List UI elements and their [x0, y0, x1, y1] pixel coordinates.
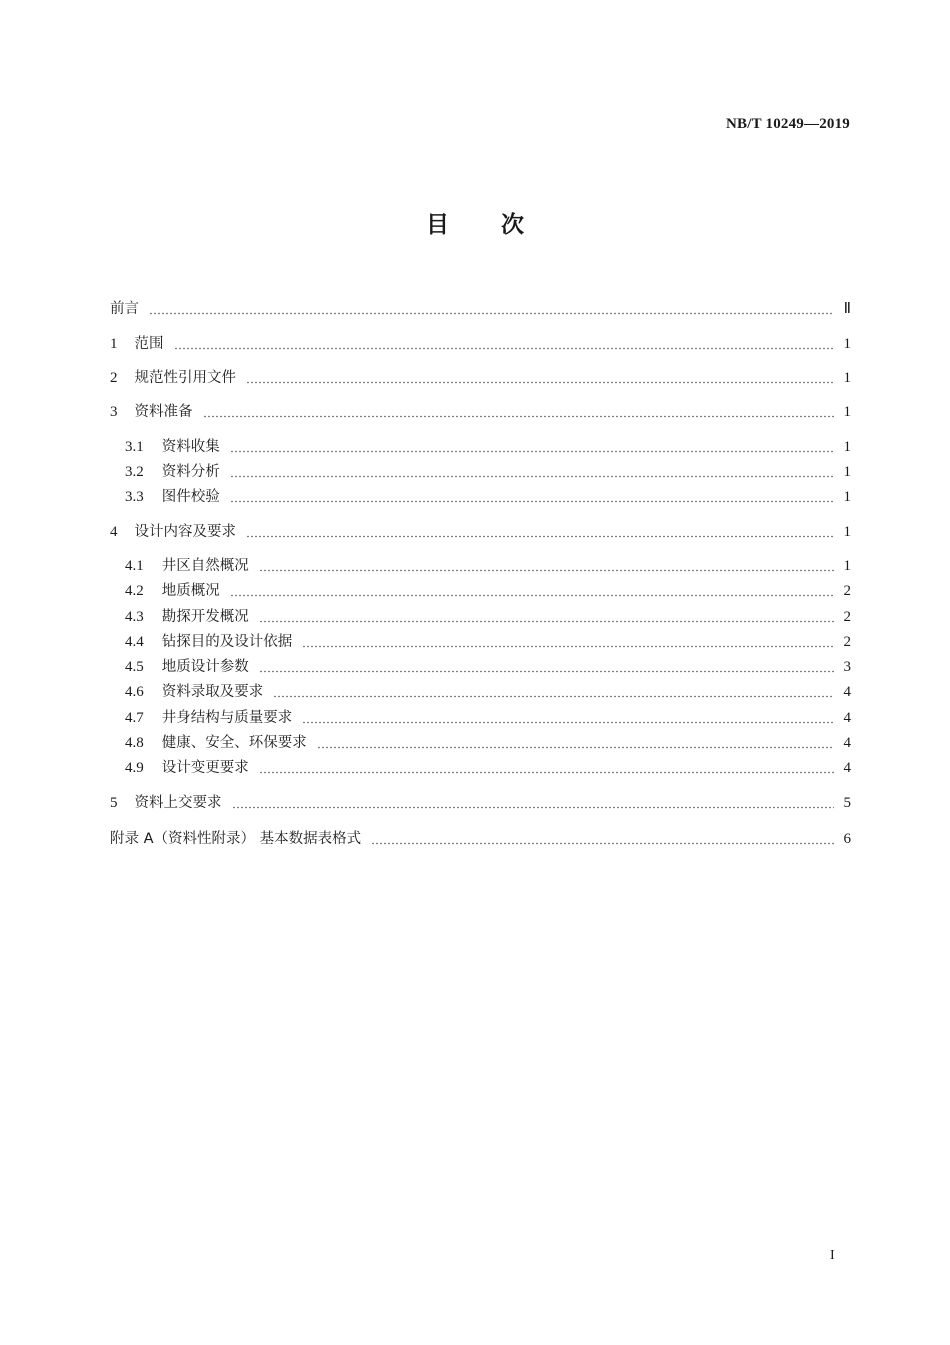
- toc-entry-3-1[interactable]: [125, 436, 851, 458]
- dot-leader: [371, 835, 834, 845]
- toc-entry-number: 2: [110, 370, 118, 386]
- dot-leader: [302, 638, 834, 648]
- toc-entry-page: 1: [843, 464, 851, 480]
- toc-entry-label: 地质设计参数: [161, 659, 249, 675]
- toc-entry-page: 1: [843, 524, 851, 540]
- toc-entry-3-2[interactable]: [125, 461, 851, 483]
- dot-leader: [174, 340, 835, 350]
- page-title: 目次: [426, 212, 576, 238]
- dot-leader: [273, 688, 834, 698]
- toc-entry-foreword[interactable]: [110, 298, 851, 320]
- dot-leader: [203, 408, 835, 418]
- toc-entry-4-7[interactable]: [125, 707, 851, 729]
- toc-entry-4-3[interactable]: [125, 606, 851, 628]
- dot-leader: [230, 468, 834, 478]
- table-of-contents: [110, 0, 851, 900]
- toc-entry-label: 范围: [134, 336, 164, 352]
- toc-entry-4-8[interactable]: [125, 732, 851, 754]
- dot-leader: [259, 663, 834, 673]
- footer-page-number: I: [830, 1248, 835, 1263]
- toc-entry-number: 4.6: [125, 684, 144, 700]
- toc-entry-number: 4.8: [125, 735, 144, 751]
- toc-entry-page: Ⅱ: [843, 301, 851, 317]
- toc-entry-3-3[interactable]: [125, 486, 851, 508]
- toc-entry-number: 4.4: [125, 634, 144, 650]
- dot-leader: [246, 374, 834, 384]
- toc-entry-label: 井区自然概况: [161, 558, 249, 574]
- dot-leader: [230, 493, 834, 503]
- toc-entry-4-2[interactable]: [125, 580, 851, 602]
- toc-entry-appendix-a[interactable]: [110, 828, 851, 850]
- toc-entry-page: 2: [843, 634, 851, 650]
- dot-leader: [230, 587, 834, 597]
- toc-entry-label: 钻探目的及设计依据: [161, 634, 293, 650]
- dot-leader: [149, 305, 834, 315]
- toc-entry-number: 4.1: [125, 558, 144, 574]
- toc-entry-label: 勘探开发概况: [161, 609, 249, 625]
- dot-leader: [317, 739, 834, 749]
- toc-entry-label: 资料准备: [134, 404, 193, 420]
- dot-leader: [246, 528, 834, 538]
- toc-entry-label: 规范性引用文件: [134, 370, 236, 386]
- toc-entry-number: 4.2: [125, 583, 144, 599]
- standard-code: NB/T 10249—2019: [726, 116, 850, 132]
- toc-entry-page: 4: [843, 735, 851, 751]
- toc-entry-page: 1: [843, 336, 851, 352]
- toc-entry-number: 3.3: [125, 489, 144, 505]
- dot-leader: [259, 764, 834, 774]
- toc-entry-page: 1: [843, 404, 851, 420]
- toc-entry-number: 3.1: [125, 439, 144, 455]
- toc-entry-1[interactable]: [110, 333, 851, 355]
- dot-leader: [232, 799, 835, 809]
- toc-entry-4-6[interactable]: [125, 681, 851, 703]
- toc-entry-page: 1: [843, 489, 851, 505]
- toc-entry-2[interactable]: [110, 367, 851, 389]
- toc-entry-number: 4.9: [125, 760, 144, 776]
- toc-entry-label: 资料上交要求: [134, 795, 222, 811]
- toc-entry-label: 地质概况: [161, 583, 220, 599]
- toc-entry-page: 4: [843, 760, 851, 776]
- toc-entry-page: 1: [843, 558, 851, 574]
- toc-entry-label: 设计内容及要求: [134, 524, 236, 540]
- toc-entry-number: 3: [110, 404, 118, 420]
- toc-entry-page: 4: [843, 684, 851, 700]
- toc-entry-number: 4.5: [125, 659, 144, 675]
- toc-entry-label: 前言: [110, 301, 139, 317]
- toc-entry-label: 资料分析: [161, 464, 220, 480]
- toc-entry-number: 3.2: [125, 464, 144, 480]
- toc-entry-page: 1: [843, 439, 851, 455]
- toc-entry-label: 健康、安全、环保要求: [161, 735, 307, 751]
- toc-entry-number: 4: [110, 524, 118, 540]
- toc-entry-number: 1: [110, 336, 118, 352]
- toc-entry-3[interactable]: [110, 401, 851, 423]
- dot-leader: [302, 714, 834, 724]
- toc-entry-4[interactable]: [110, 521, 851, 543]
- toc-entry-4-1[interactable]: [125, 555, 851, 577]
- toc-entry-number: 4.3: [125, 609, 144, 625]
- toc-entry-label: 图件校验: [161, 489, 220, 505]
- toc-entry-4-4[interactable]: [125, 631, 851, 653]
- dot-leader: [259, 562, 834, 572]
- toc-entry-page: 6: [843, 831, 851, 847]
- dot-leader: [259, 613, 834, 623]
- toc-entry-label: 设计变更要求: [161, 760, 249, 776]
- toc-entry-label: 资料收集: [161, 439, 220, 455]
- toc-entry-page: 4: [843, 710, 851, 726]
- toc-entry-number: 4.7: [125, 710, 144, 726]
- toc-entry-label: 附录 A（资料性附录） 基本数据表格式: [110, 831, 362, 847]
- toc-entry-page: 5: [843, 795, 851, 811]
- toc-entry-label: 资料录取及要求: [161, 684, 264, 700]
- toc-entry-5[interactable]: [110, 792, 851, 814]
- toc-entry-page: 3: [843, 659, 851, 675]
- toc-entry-4-5[interactable]: [125, 656, 851, 678]
- toc-entry-page: 2: [843, 609, 851, 625]
- toc-entry-4-9[interactable]: [125, 757, 851, 779]
- dot-leader: [230, 443, 834, 453]
- toc-entry-page: 1: [843, 370, 851, 386]
- toc-entry-page: 2: [843, 583, 851, 599]
- toc-entry-label: 井身结构与质量要求: [161, 710, 293, 726]
- toc-entry-number: 5: [110, 795, 118, 811]
